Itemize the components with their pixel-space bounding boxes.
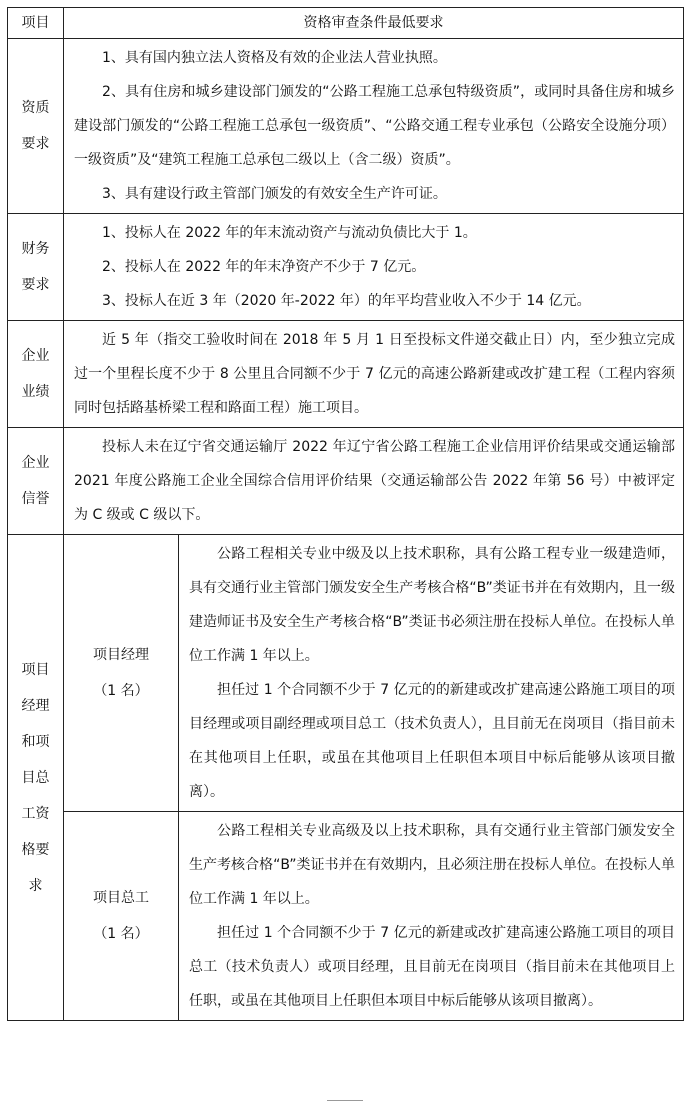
- row-qualification: [8, 39, 684, 214]
- label-line: 业绩: [21, 384, 50, 400]
- label-line: 经理: [21, 697, 50, 714]
- qualification-requirements-table: [7, 7, 684, 1021]
- content-chief-engineer: [179, 812, 684, 1021]
- label-line: 企业: [21, 455, 50, 471]
- label-performance: [8, 321, 64, 428]
- label-line: 项目: [21, 661, 50, 678]
- label-line: 求: [28, 877, 43, 894]
- role-title: 项目总工: [93, 890, 149, 906]
- label-qualification: [8, 39, 64, 214]
- row-performance: [8, 321, 684, 428]
- paragraph: 公路工程相关专业高级及以上技术职称，具有交通行业主管部门颁发安全生产考核合格“B”类证书并在有效期内，且必须注册在投标人单位。在投标人单位工作满 1 年以上。: [189, 823, 675, 907]
- label-line: 格要: [21, 841, 50, 858]
- row-finance: [8, 214, 684, 321]
- role-count: （1 名）: [93, 683, 149, 699]
- role-count: （1 名）: [93, 926, 149, 942]
- row-project-manager: [8, 535, 684, 812]
- paragraph: 投标人未在辽宁省交通运输厅 2022 年辽宁省公路工程施工企业信用评价结果或交通运输部 2021 年度公路施工企业全国综合信用评价结果（交通运输部公告 2022 年第 56 号）中被评定为 C 级或 C 级以下。: [74, 439, 675, 523]
- table-header-row: [8, 8, 684, 39]
- footer-divider: [327, 1100, 363, 1101]
- label-finance: [8, 214, 64, 321]
- label-line: 和项: [21, 733, 50, 750]
- paragraph: 公路工程相关专业中级及以上技术职称，具有公路工程专业一级建造师，具有交通行业主管部门颁发安全生产考核合格“B”类证书并在有效期内，且一级建造师证书及安全生产考核合格“B”类证书必须注册在投标人单位。在投标人单位工作满 1 年以上。: [189, 546, 675, 664]
- paragraph: 1、投标人在 2022 年的年末流动资产与流动负债比大于 1。: [102, 225, 477, 241]
- content-finance: [64, 214, 684, 321]
- label-line: 要求: [21, 136, 50, 152]
- label-line: 资质: [21, 100, 50, 116]
- label-line: 要求: [21, 277, 50, 293]
- label-line: 工资: [21, 805, 50, 822]
- paragraph: 担任过 1 个合同额不少于 7 亿元的新建或改扩建高速公路施工项目的项目总工（技术负责人）或项目经理，且目前无在岗项目（指目前未在其他项目上任职，或虽在其他项目上任职但本项目中标后能够从该项目撤离）。: [189, 925, 675, 1009]
- header-requirements: 资格审查条件最低要求: [64, 8, 684, 39]
- paragraph: 3、具有建设行政主管部门颁发的有效安全生产许可证。: [102, 186, 447, 202]
- label-line: 财务: [21, 241, 50, 257]
- content-credit: [64, 428, 684, 535]
- paragraph: 担任过 1 个合同额不少于 7 亿元的的新建或改扩建高速公路施工项目的项目经理或项目副经理或项目总工（技术负责人），且目前无在岗项目（指目前未在其他项目上任职，或虽在其他项目上任职但本项目中标后能够从该项目撤离）。: [189, 682, 675, 800]
- content-qualification: [64, 39, 684, 214]
- paragraph: 2、具有住房和城乡建设部门颁发的“公路工程施工总承包特级资质”，或同时具备住房和城乡建设部门颁发的“公路工程施工总承包一级资质”、“公路交通工程专业承包（公路安全设施分项）一级资质”及“建筑工程施工总承包二级以上（含二级）资质”。: [74, 84, 675, 168]
- label-credit: [8, 428, 64, 535]
- row-credit: [8, 428, 684, 535]
- row-chief-engineer: [8, 812, 684, 1021]
- paragraph: 2、投标人在 2022 年的年末净资产不少于 7 亿元。: [102, 259, 426, 275]
- label-project-manager: [64, 535, 179, 812]
- label-chief-engineer: [64, 812, 179, 1021]
- label-personnel: [8, 535, 64, 1021]
- paragraph: 1、具有国内独立法人资格及有效的企业法人营业执照。: [102, 50, 447, 66]
- header-item: 项目: [8, 8, 64, 39]
- label-line: 目总: [21, 769, 50, 786]
- role-title: 项目经理: [93, 647, 149, 663]
- paragraph: 3、投标人在近 3 年（2020 年-2022 年）的年平均营业收入不少于 14 亿元。: [102, 293, 591, 309]
- content-performance: [64, 321, 684, 428]
- content-project-manager: [179, 535, 684, 812]
- label-line: 信誉: [21, 491, 50, 507]
- paragraph: 近 5 年（指交工验收时间在 2018 年 5 月 1 日至投标文件递交截止日）内，至少独立完成过一个里程长度不少于 8 公里且合同额不少于 7 亿元的高速公路新建或改扩建工程（工程内容须同时包括路基桥梁工程和路面工程）施工项目。: [74, 332, 675, 416]
- label-line: 企业: [21, 348, 50, 364]
